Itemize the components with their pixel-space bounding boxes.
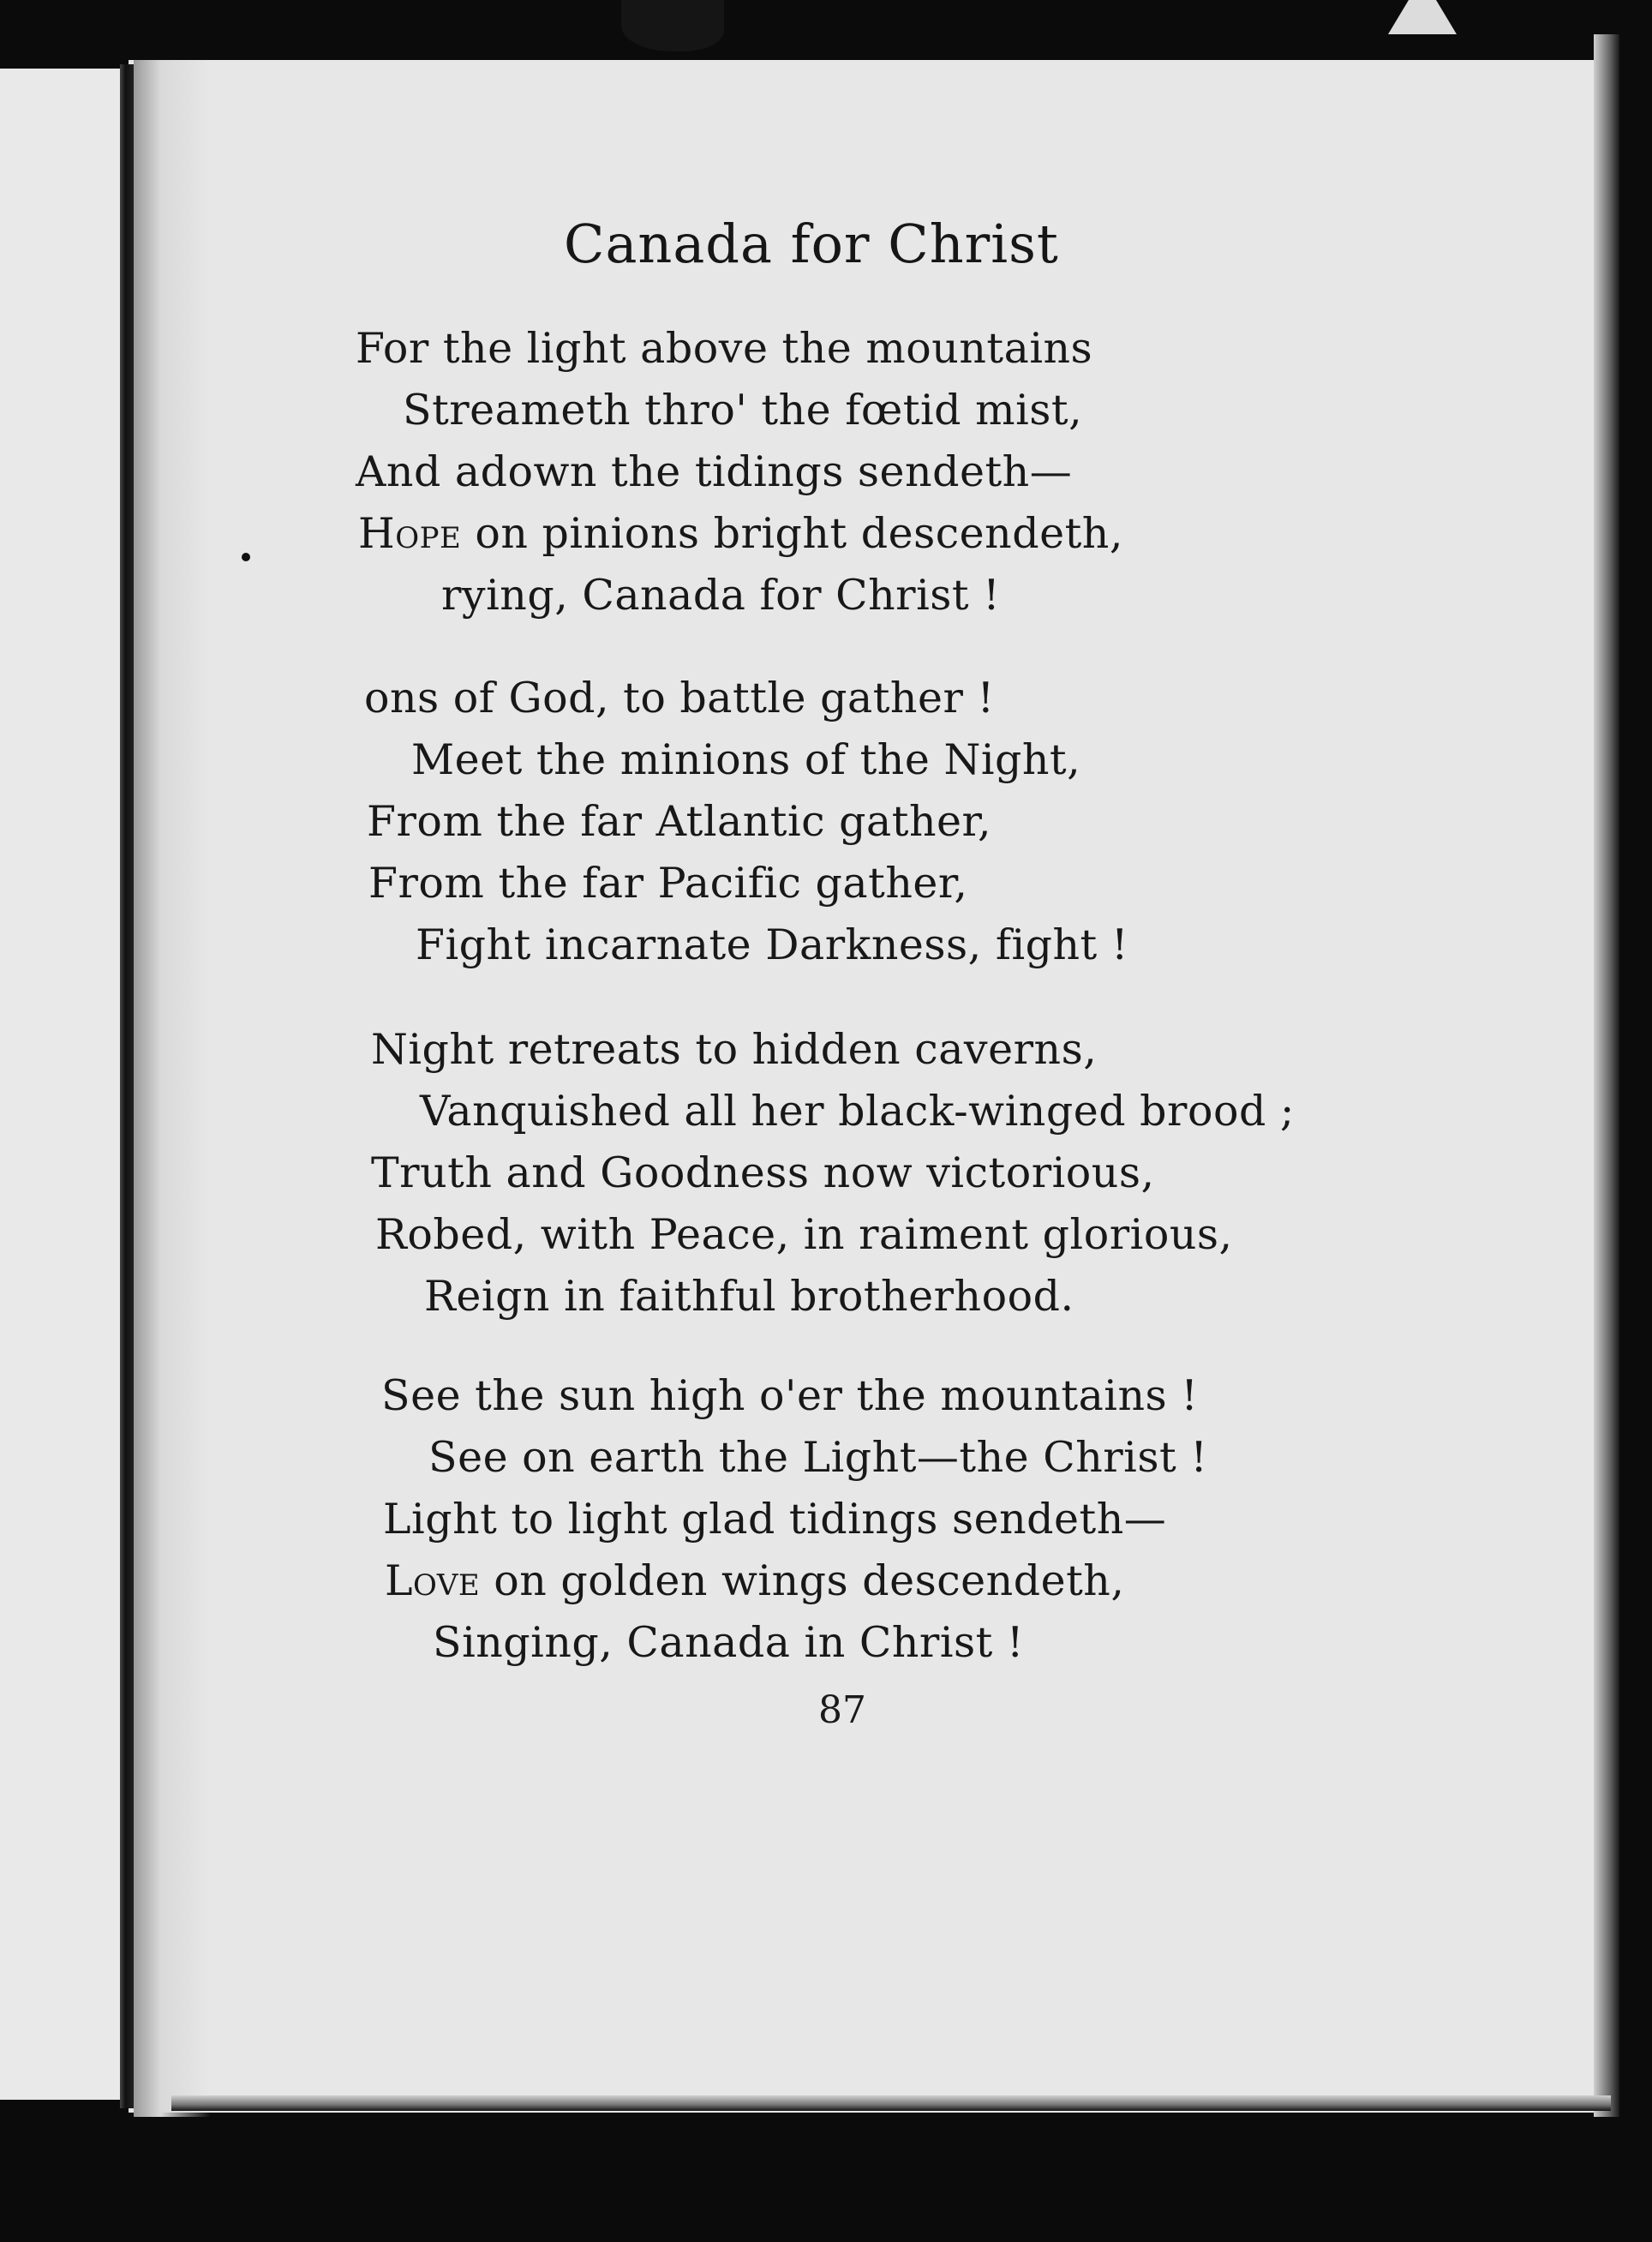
poem-line: Truth and Goodness now victorious, <box>371 1148 1155 1197</box>
poem-line <box>358 509 1123 558</box>
smallcaps-word: Love <box>385 1556 481 1605</box>
poem-line: Robed, with Peace, in raiment glorious, <box>375 1210 1233 1259</box>
poem-line: See the sun high o'er the mountains ! <box>381 1371 1199 1420</box>
page-right-edge <box>1594 34 1619 2117</box>
poem-line: Night retreats to hidden caverns, <box>371 1025 1098 1074</box>
poem-title: Canada for Christ <box>564 213 1059 275</box>
poem-line: Meet the minions of the Night, <box>411 735 1081 784</box>
poem-line: ons of God, to battle gather ! <box>364 674 995 722</box>
poem-line: And adown the tidings sendeth— <box>356 447 1073 496</box>
poem-line: Fight incarnate Darkness, fight ! <box>416 920 1129 969</box>
poem-line-text: on golden wings descendeth, <box>494 1556 1125 1605</box>
left-page-sliver <box>0 69 129 2100</box>
page-gutter <box>120 64 134 2108</box>
poem-line <box>385 1556 1124 1605</box>
poem-line: Light to light glad tidings sendeth— <box>383 1495 1167 1544</box>
page-number: 87 <box>818 1688 866 1732</box>
poem-line: Reign in faithful brotherhood. <box>424 1272 1074 1321</box>
smallcaps-word: Hope <box>358 509 462 558</box>
poem-line: See on earth the Light—the Christ ! <box>428 1433 1208 1482</box>
poem-line: Streameth thro' the fœtid mist, <box>403 386 1083 435</box>
gutter-shadow <box>134 60 211 2117</box>
poem-line: rying, Canada for Christ ! <box>441 571 1001 620</box>
poem-line-text: on pinions bright descendeth, <box>475 509 1123 558</box>
poem-line: Vanquished all her black-winged brood ; <box>420 1087 1295 1136</box>
page-bottom-edge <box>171 2095 1611 2111</box>
poem-line: From the far Atlantic gather, <box>367 797 992 846</box>
poem-line: For the light above the mountains <box>356 324 1093 373</box>
margin-dot <box>242 553 250 561</box>
poem-line: Singing, Canada in Christ ! <box>433 1618 1025 1667</box>
scan-blot <box>621 0 724 51</box>
poem-line: From the far Pacific gather, <box>368 859 968 908</box>
